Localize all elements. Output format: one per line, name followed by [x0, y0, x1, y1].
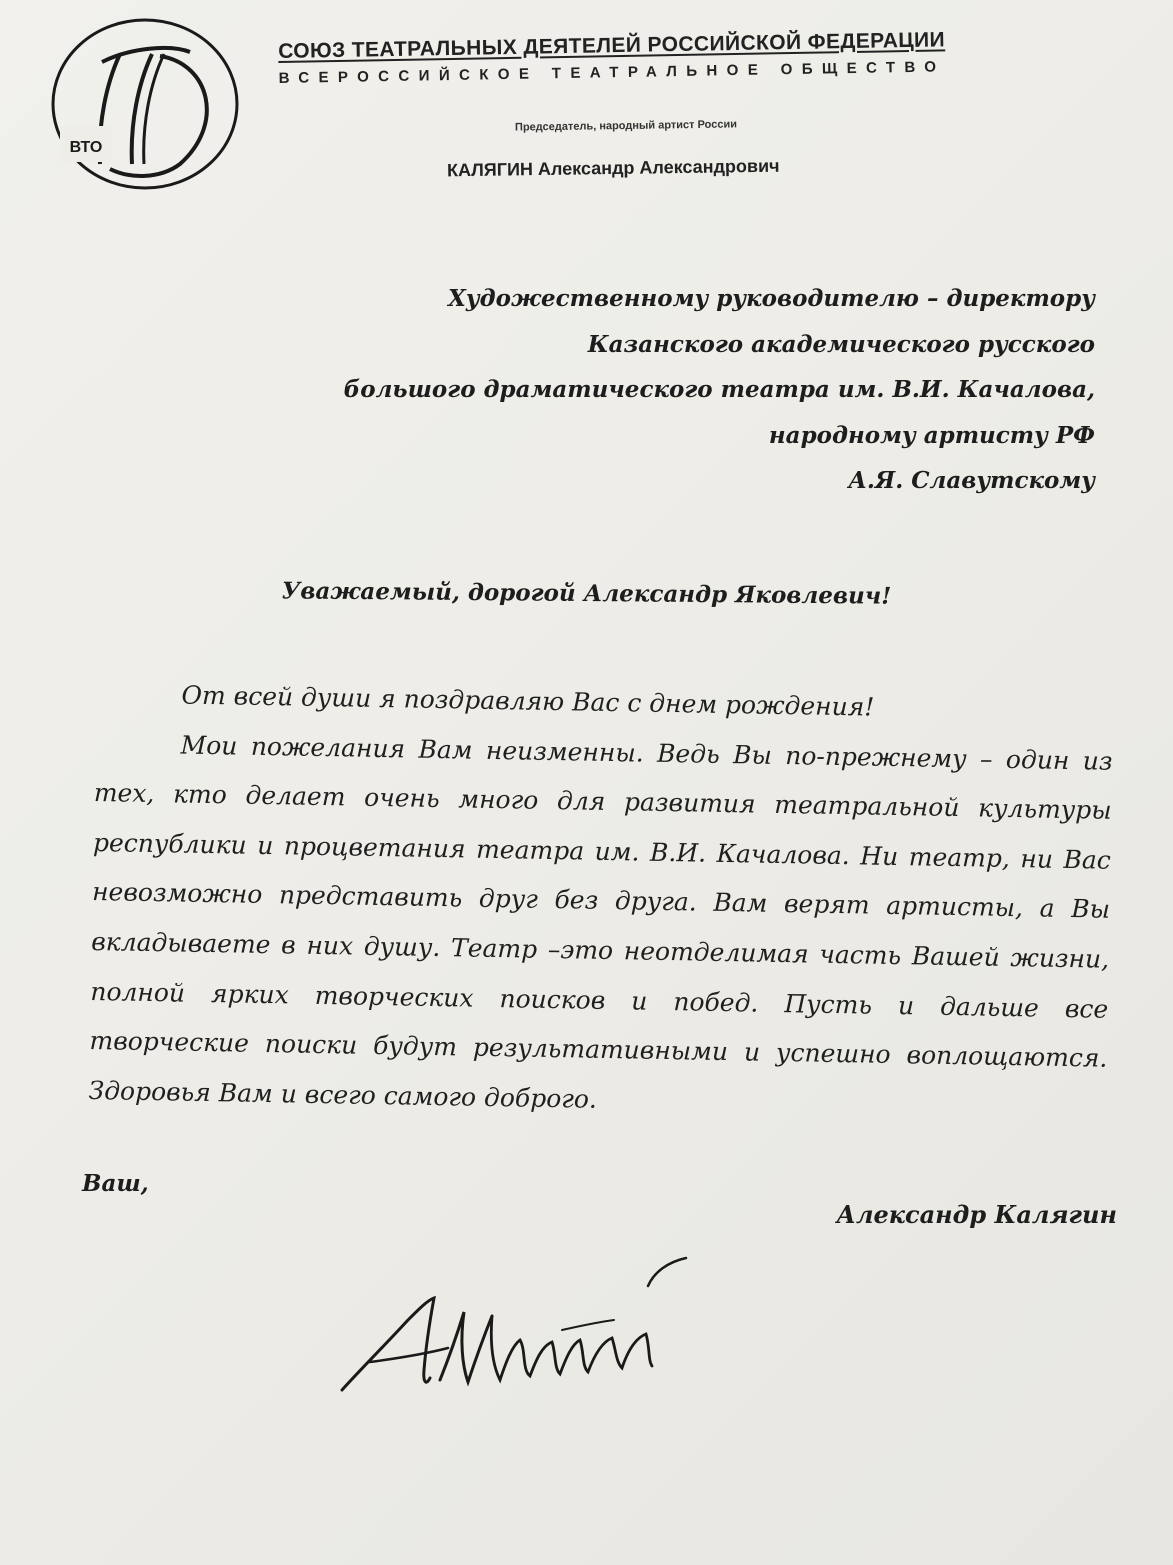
sender-name: Александр Калягин	[836, 1200, 1117, 1229]
addressee-line: Художественному руководителю – директору	[448, 285, 1095, 312]
organization-subtitle: ВСЕРОССИЙСКОЕ ТЕАТРАЛЬНОЕ ОБЩЕСТВО	[278, 58, 946, 87]
addressee-line: А.Я. Славутскому	[848, 467, 1095, 494]
chairman-title: Председатель, народный артист России	[514, 118, 738, 134]
addressee-line: Казанского академического русского	[587, 330, 1095, 358]
addressee-line: большого драматического театра им. В.И. Качалова,	[343, 376, 1095, 403]
letter-body	[88, 669, 1114, 1133]
body-paragraph: От всей души я поздравляю Вас с днем рождения!	[181, 680, 875, 722]
logo-letters: ВТО	[69, 139, 103, 156]
greeting: Уважаемый, дорогой Александр Яковлевич!	[281, 577, 892, 610]
chairman-name: КАЛЯГИН Александр Александрович	[446, 155, 780, 181]
addressee-line: народному артисту РФ	[768, 421, 1095, 449]
vto-logo	[40, 14, 240, 194]
signature	[330, 1250, 710, 1410]
closing: Ваш,	[82, 1170, 149, 1197]
organization-header	[278, 26, 1079, 87]
body-paragraph: Мои пожелания Вам неизменны. Ведь Вы по-прежнему – один из тех, кто делает очень много для развития театральной культуры республики и процветания театра им. В.И. Качалова. Ни театр, ни Вас невозможно представить друг без друга. Вам верят артисты, а Вы вкладываете в них душу. Театр –это неотделимая часть Вашей жизни, полной ярких творческих поисков и побед. Пусть и дальше все творческие поиски будут результативными и успешно воплощаются. Здоровья Вам и всего самого доброго.	[88, 730, 1113, 1114]
addressee-block	[344, 276, 1095, 504]
organization-name: СОЮЗ ТЕАТРАЛЬНЫХ ДЕЯТЕЛЕЙ РОССИЙСКОЙ ФЕДЕРАЦИИ	[278, 28, 946, 63]
